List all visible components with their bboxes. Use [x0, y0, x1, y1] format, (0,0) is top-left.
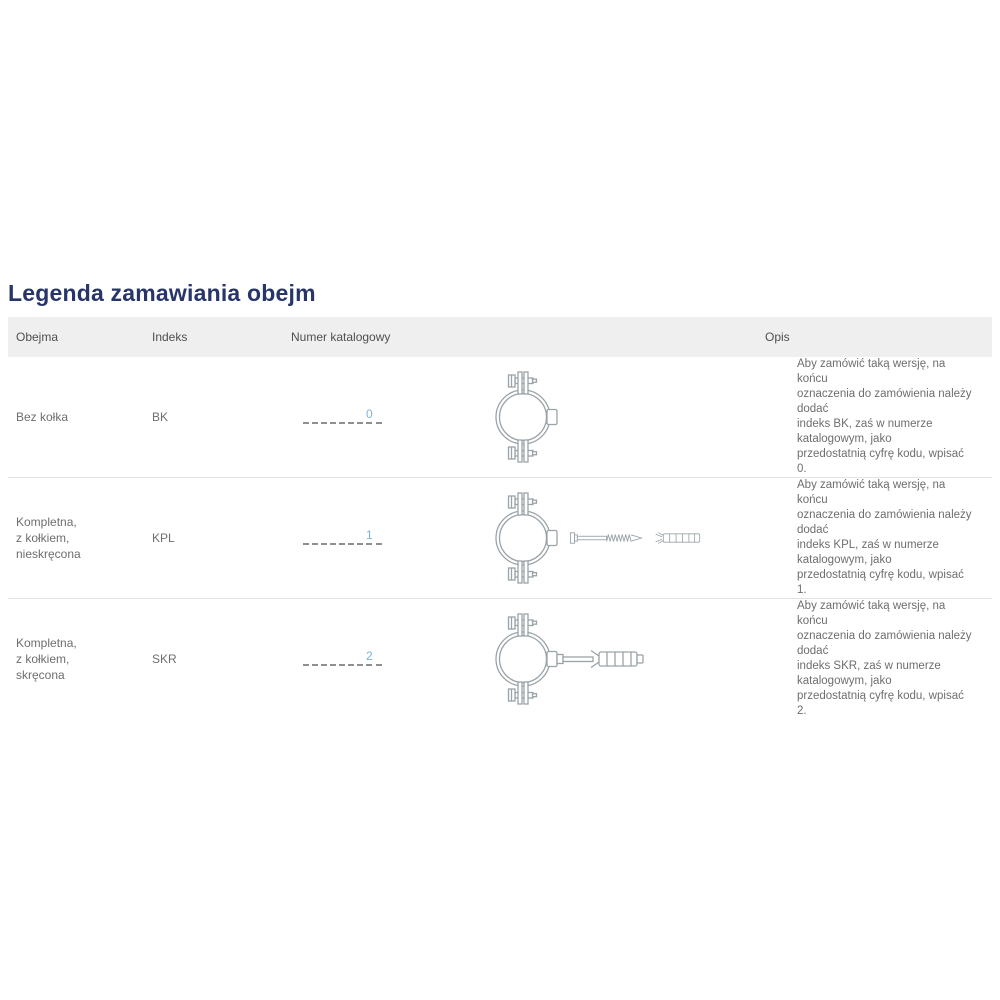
catalog-number-mask — [303, 529, 385, 545]
column-header-indeks: Indeks — [152, 330, 188, 344]
column-header-numer-katalogowy: Numer katalogowy — [291, 330, 391, 344]
clamp-type-cell: Kompletna, z kołkiem, skręcona — [16, 636, 77, 682]
description-cell — [758, 599, 992, 719]
clamp-type-cell: Bez kołka — [16, 410, 69, 424]
catalog-number-cell — [288, 408, 428, 427]
description-cell — [758, 357, 992, 477]
table-header-row — [8, 317, 992, 357]
catalog-number-cell — [288, 650, 428, 669]
wall-plug-icon — [655, 528, 701, 548]
index-cell: BK — [152, 410, 169, 424]
description-cell — [758, 478, 992, 598]
table-row-bk — [8, 357, 992, 477]
catalog-number-mask — [303, 650, 385, 666]
illustration-cell — [428, 485, 758, 591]
table-row-kpl — [8, 477, 992, 598]
pipe-clamp-with-plug-icon — [485, 606, 645, 712]
pipe-clamp-icon — [485, 485, 561, 591]
pipe-clamp-icon — [485, 364, 561, 470]
top-whitespace — [0, 0, 1000, 270]
variant-digit-slot — [366, 650, 373, 666]
illustration-cell — [428, 606, 758, 712]
variant-digit-slot — [366, 408, 373, 424]
page-title: Legenda zamawiania obejm — [8, 280, 316, 306]
description-text: Aby zamówić taką wersję, na końcu oznaczenia do zamówienia należy dodać indeks BK, zaś w numerze katalogowym, jako przedostatnią cyfrę kodu, wpisać 0. — [797, 358, 972, 475]
variant-digit-slot — [366, 529, 373, 545]
column-header-opis: Opis — [765, 330, 790, 344]
ordering-legend-table — [8, 317, 992, 719]
catalog-digit: 1 — [366, 527, 373, 542]
clamp-type-cell: Kompletna, z kołkiem, nieskręcona — [16, 515, 81, 561]
column-header-obejma: Obejma — [16, 330, 59, 344]
catalog-digit: 2 — [366, 648, 373, 663]
catalog-number-mask — [303, 408, 385, 424]
table-row-skr — [8, 598, 992, 719]
screw-icon — [569, 528, 647, 548]
mask-dash — [303, 422, 309, 424]
description-text: Aby zamówić taką wersję, na końcu oznaczenia do zamówienia należy dodać indeks KPL, zaś w numerze katalogowym, jako przedostatnią cyfrę kodu, wpisać 1. — [797, 479, 972, 596]
description-text: Aby zamówić taką wersję, na końcu oznaczenia do zamówienia należy dodać indeks SKR, zaś w numerze katalogowym, jako przedostatnią cyfrę kodu, wpisać 2. — [797, 600, 972, 717]
index-cell: SKR — [152, 652, 177, 666]
illustration-cell — [428, 364, 758, 470]
index-cell: KPL — [152, 531, 175, 545]
catalog-number-cell — [288, 529, 428, 548]
catalog-digit: 0 — [366, 406, 373, 421]
